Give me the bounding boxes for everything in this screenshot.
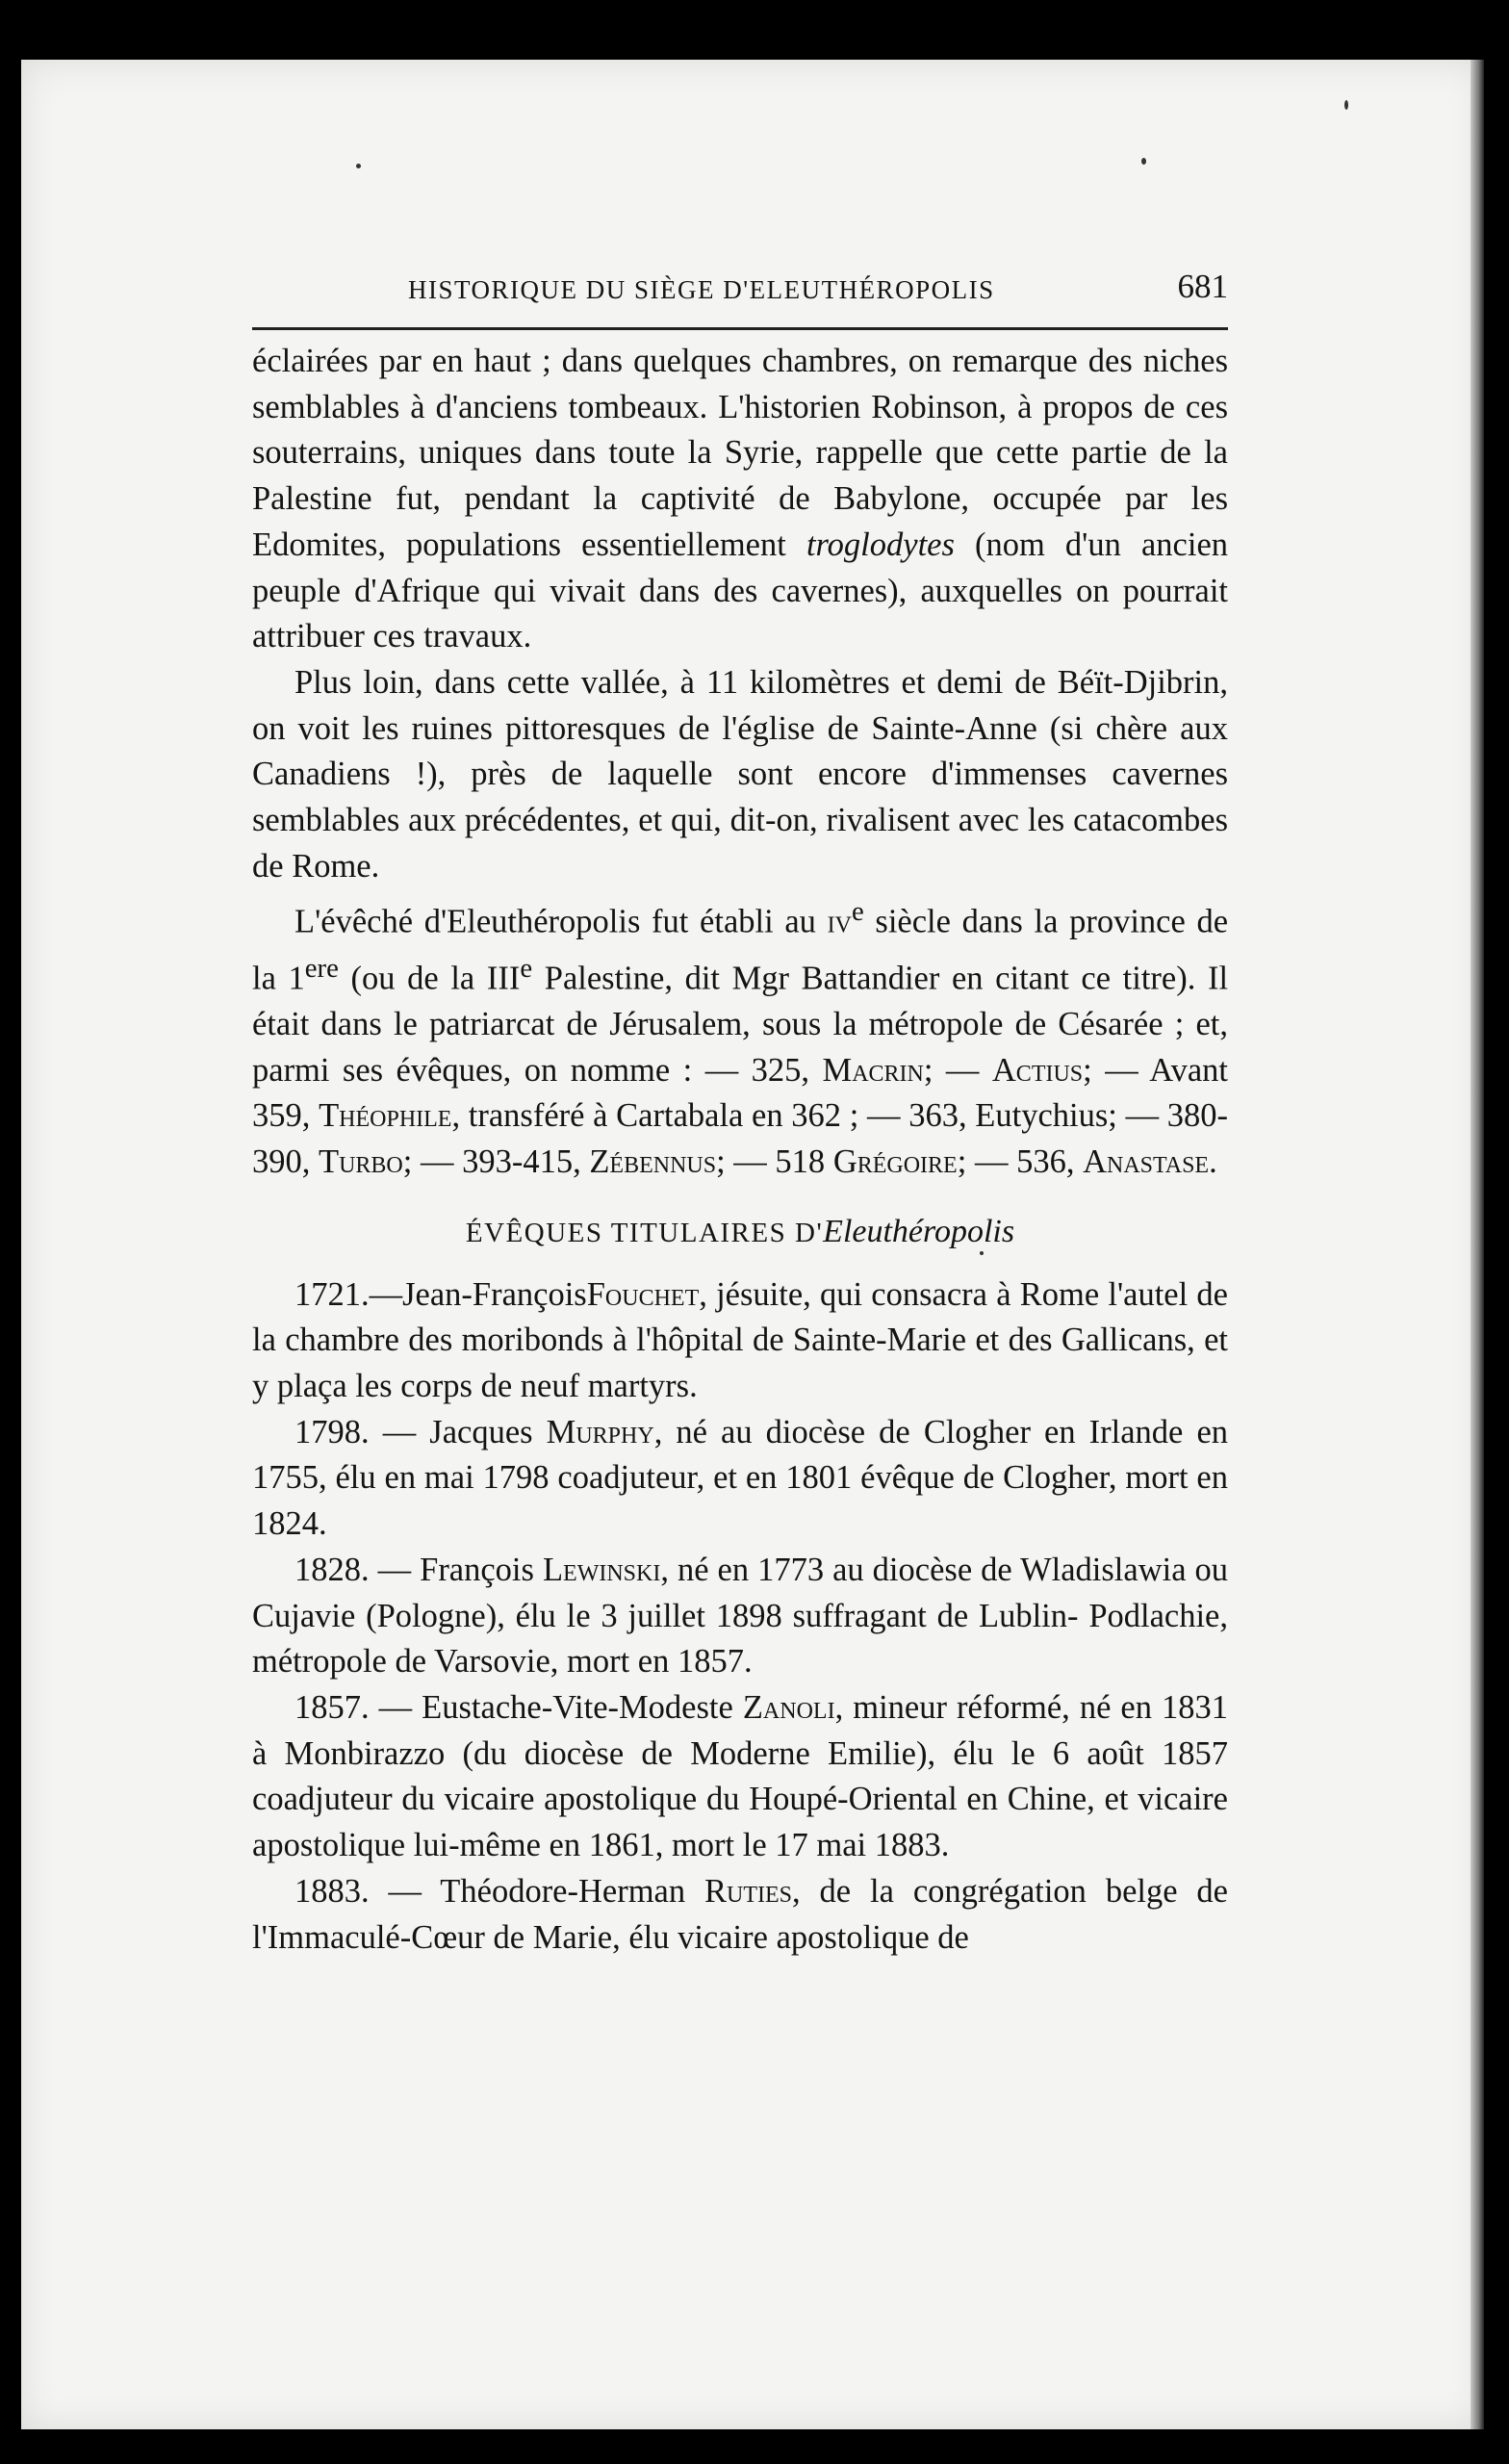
italic-word: troglodytes <box>806 526 955 563</box>
scan-speck <box>1141 158 1146 165</box>
bishop-name: Ruties <box>704 1872 793 1910</box>
bishop-name: Murphy <box>546 1413 654 1450</box>
entry: 1883. — Théodore-Herman Ruties, de la congrégation belge de l'Immaculé-Cœur de Marie, élu vicaire apostolique de <box>252 1872 1228 1956</box>
header-rule <box>252 327 1228 330</box>
bishop-name: Zébennus <box>589 1142 717 1180</box>
bishop-name: Turbo <box>319 1142 403 1180</box>
entry: 1798. — Jacques Murphy, né au diocèse de Clogher en Irlande en 1755, élu en mai 1798 coadjuteur, et en 1801 évêque de Clogher, mort en 1824. <box>252 1413 1229 1543</box>
entry: 1857. — Eustache-Vite-Modeste Zanoli, mineur réformé, né en 1831 à Monbirazzo (du diocèse de Moderne Emilie), élu le 6 août 1857 coadjuteur du vicaire apostolique du Houpé-Oriental en Chine, et vicaire apostolique lui-même en 1861, mort le 17 mai 1883. <box>252 1688 1229 1864</box>
paragraph-1: éclairées par en haut ; dans quelques chambres, on remarque des niches semblables à d'anciens tombeaux. L'historien Robinson, à propos de ces souterrains, uniques dans toute la Syrie, rappelle que cette partie de la Palestine fut, pendant la captivité de Babylone, occupée par les Edomites, populations essentiellement troglodytes (nom d'un ancien peuple d'Afrique qui vivait dans des cavernes), auxquelles on pourrait attribuer ces travaux. <box>252 343 1229 655</box>
running-head: HISTORIQUE DU SIÈGE D'ELEUTHÉROPOLIS <box>408 275 995 304</box>
bishop-name: Anastase <box>1083 1142 1210 1180</box>
entry: 1828. — François Lewinski, né en 1773 au diocèse de Wladislawia ou Cujavie (Pologne), élu le 3 juillet 1898 suffragant de Lublin- Podlachie, métropole de Varsovie, mort en 1857. <box>252 1551 1229 1681</box>
scan-speck <box>1344 100 1348 110</box>
paragraph-2: Plus loin, dans cette vallée, à 11 kilomètres et demi de Béït-Djibrin, on voit les ruines pittoresques de l'église de Sainte-Anne (si chère aux Canadiens !), près de laquelle sont encore d'immenses cavernes semblables aux précédentes, et qui, dit-on, rivalisent avec les catacombes de Rome. <box>252 663 1228 885</box>
bishop-name: Macrin <box>822 1051 924 1089</box>
page-header <box>252 268 1228 316</box>
bishop-name: Zanoli <box>742 1688 835 1726</box>
bishop-name: Grégoire <box>832 1142 958 1180</box>
body-text <box>252 339 1228 1961</box>
page-edge <box>1471 60 1484 2429</box>
scan-speck <box>356 164 361 168</box>
bishop-name: Lewinski <box>542 1551 661 1588</box>
bishop-name: Théophile <box>319 1097 452 1135</box>
entry: 1721.—Jean-FrançoisFouchet, jésuite, qui consacra à Rome l'autel de la chambre des moribonds à l'hôpital de Sainte-Marie et des Gallicans, et y plaça les corps de neuf martyrs. <box>252 1275 1228 1405</box>
bishop-name: Actius <box>991 1051 1084 1089</box>
section-heading: ÉVÊQUES TITULAIRES D'Eleuthéropolis <box>465 1213 1015 1249</box>
bishop-name: Fouchet <box>586 1275 700 1313</box>
paragraph-3: L'évêché d'Eleuthéropolis fut établi au $iv^e$ siècle dans la province de la 1ere (ou de la IIIe Palestine, dit Mgr Battandier en citant ce titre). Il était dans le patriarcat de Jérusalem, sous la métropole de Césarée ; et, parmi ses évêques, on nomme : — 325, Macrin; — Actius; — Avant 359, Théophile, transféré à Cartabala en 362 ; — 363, Eutychius; — 380-390, Turbo; — 393-415, Zébennus; — 518 Grégoire; — 536, Anastase. <box>252 896 1229 1180</box>
page-number: 681 <box>1177 268 1228 305</box>
